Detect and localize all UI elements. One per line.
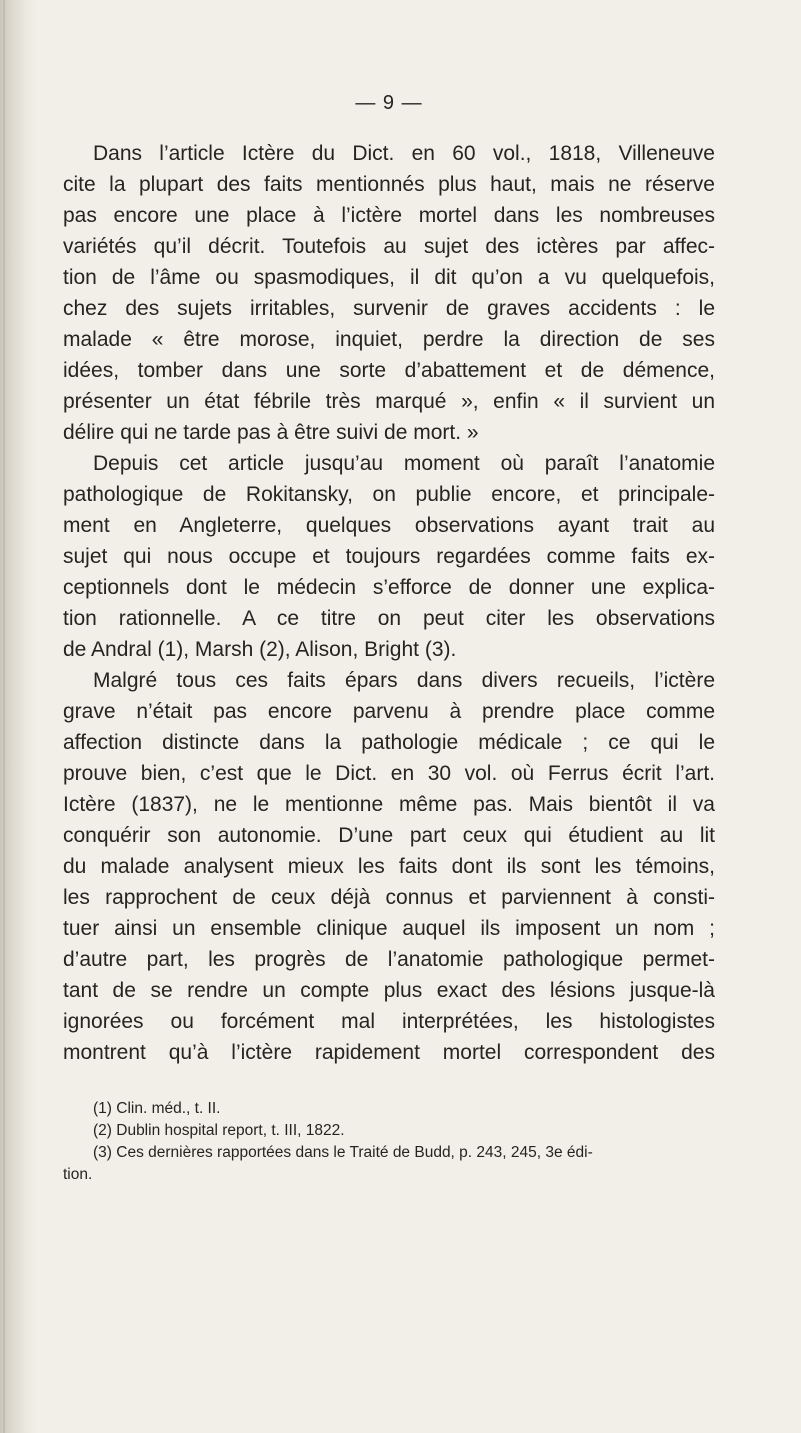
text-line: idées, tomber dans une sorte d’abattement et de démence, bbox=[63, 359, 715, 382]
text-line: grave n’était pas encore parvenu à prendre place comme bbox=[63, 700, 715, 723]
footnote: (3) Ces dernières rapportées dans le Traité de Budd, p. 243, 245, 3e édi- bbox=[93, 1144, 593, 1161]
text-line: tion rationnelle. A ce titre on peut citer les observations bbox=[63, 607, 715, 630]
text-line: cite la plupart des faits mentionnés plus haut, mais ne réserve bbox=[63, 173, 715, 196]
text-line: Ictère (1837), ne le mentionne même pas. Mais bientôt il va bbox=[63, 793, 715, 816]
footnotes bbox=[63, 1098, 715, 1186]
text-line: variétés qu’il décrit. Toutefois au sujet des ictères par affec- bbox=[63, 235, 715, 258]
text-line: présenter un état fébrile très marqué », enfin « il survient un bbox=[63, 390, 715, 413]
text-line: malade « être morose, inquiet, perdre la direction de ses bbox=[63, 328, 715, 351]
text-line: les rapprochent de ceux déjà connus et parviennent à consti- bbox=[63, 886, 715, 909]
text-line: Depuis cet article jusqu’au moment où paraît l’anatomie bbox=[93, 452, 715, 475]
text-line: montrent qu’à l’ictère rapidement mortel correspondent des bbox=[63, 1041, 715, 1064]
text-line: affection distincte dans la pathologie médicale ; ce qui le bbox=[63, 731, 715, 754]
text-line: ceptionnels dont le médecin s’efforce de donner une explica- bbox=[63, 576, 715, 599]
text-line: chez des sujets irritables, survenir de graves accidents : le bbox=[63, 297, 715, 320]
body-text bbox=[63, 138, 715, 1068]
text-line: tion de l’âme ou spasmodiques, il dit qu’on a vu quelquefois, bbox=[63, 266, 715, 289]
text-line: conquérir son autonomie. D’une part ceux qui étudient au lit bbox=[63, 824, 715, 847]
text-line: ignorées ou forcément mal interprétées, les histologistes bbox=[63, 1010, 715, 1033]
text-line: pas encore une place à l’ictère mortel dans les nombreuses bbox=[63, 204, 715, 227]
text-line: tuer ainsi un ensemble clinique auquel ils imposent un nom ; bbox=[63, 917, 715, 940]
text-line: tant de se rendre un compte plus exact des lésions jusque-là bbox=[63, 979, 715, 1002]
text-line: prouve bien, c’est que le Dict. en 30 vol. où Ferrus écrit l’art. bbox=[63, 762, 715, 785]
text-line: Malgré tous ces faits épars dans divers recueils, l’ictère bbox=[93, 669, 715, 692]
page-edge-shadow bbox=[0, 0, 38, 1433]
binding-edge bbox=[3, 0, 5, 1433]
footnote: (2) Dublin hospital report, t. III, 1822. bbox=[93, 1122, 345, 1139]
text-line: de Andral (1), Marsh (2), Alison, Bright (3). bbox=[63, 638, 457, 661]
page-number: — 9 — bbox=[355, 92, 423, 114]
text-line: Dans l’article Ictère du Dict. en 60 vol., 1818, Villeneuve bbox=[93, 142, 715, 165]
text-line: d’autre part, les progrès de l’anatomie pathologique permet- bbox=[63, 948, 715, 971]
text-line: ment en Angleterre, quelques observations ayant trait au bbox=[63, 514, 715, 537]
footnote-continuation: tion. bbox=[63, 1166, 93, 1183]
text-line: délire qui ne tarde pas à être suivi de mort. » bbox=[63, 421, 479, 444]
footnote: (1) Clin. méd., t. II. bbox=[93, 1100, 221, 1117]
text-line: pathologique de Rokitansky, on publie encore, et principale- bbox=[63, 483, 715, 506]
text-line: sujet qui nous occupe et toujours regardées comme faits ex- bbox=[63, 545, 715, 568]
text-line: du malade analysent mieux les faits dont ils sont les témoins, bbox=[63, 855, 715, 878]
